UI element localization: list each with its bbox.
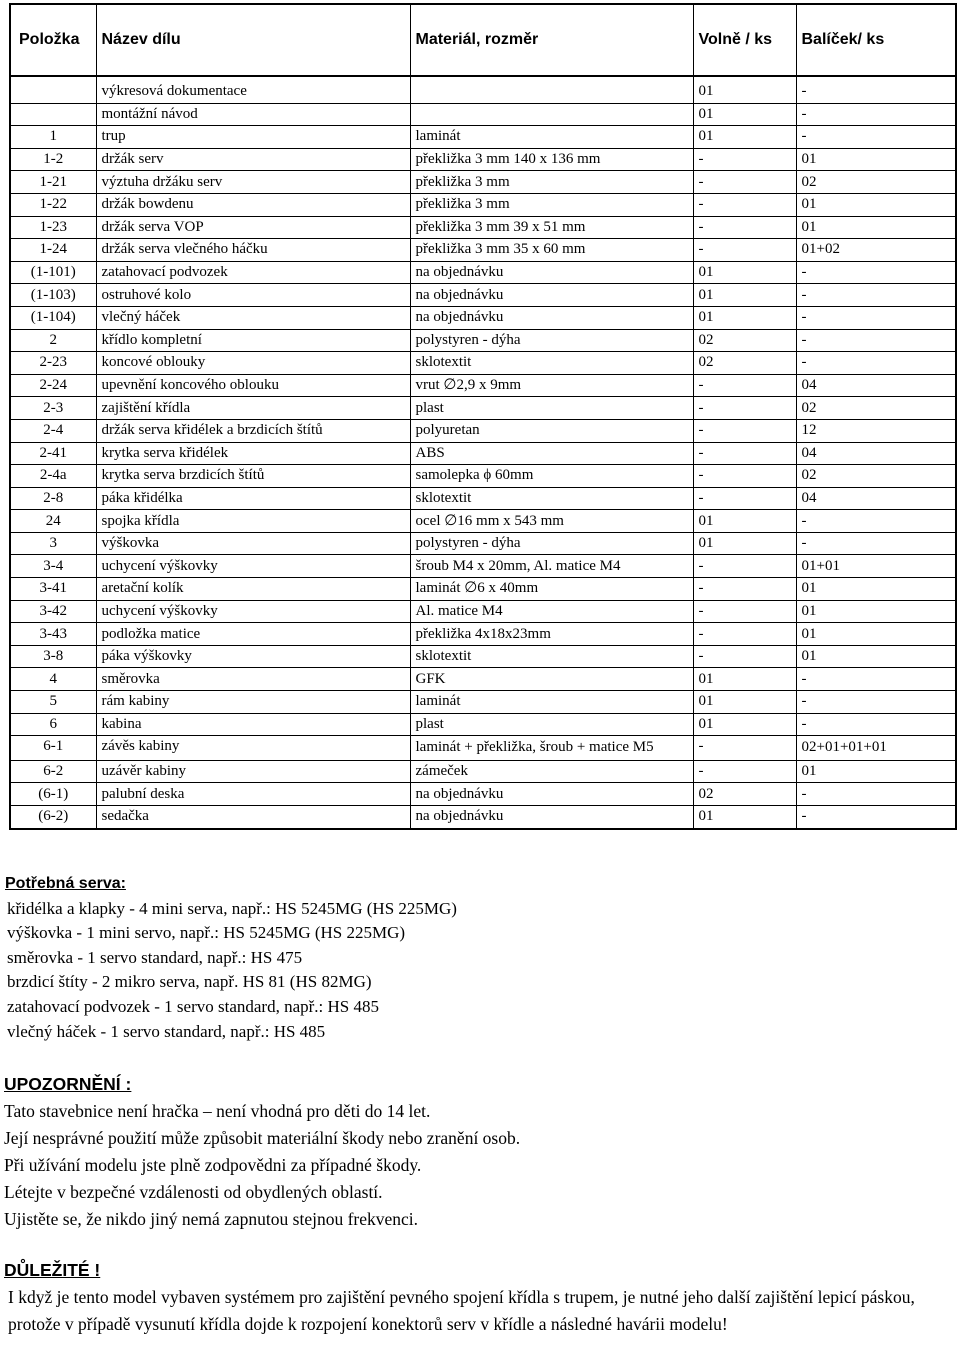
package-qty-cell: 01: [796, 645, 956, 668]
parts-table: [9, 3, 957, 830]
material-cell: překližka 3 mm 140 x 136 mm: [410, 148, 693, 171]
loose-qty-cell: 01: [693, 510, 796, 533]
item-cell: 1-21: [10, 171, 96, 194]
item-cell: 3-43: [10, 623, 96, 646]
servo-list-item: vlečný háček - 1 servo standard, např.: HS 485: [7, 1021, 326, 1041]
table-row: [10, 783, 956, 806]
part-name-cell: trup: [96, 126, 410, 149]
package-qty-cell: 01: [796, 193, 956, 216]
item-cell: [10, 103, 96, 126]
package-qty-cell: 01: [796, 148, 956, 171]
table-row: [10, 713, 956, 736]
important-title: DŮLEŽITÉ !: [4, 1260, 101, 1280]
material-cell: překližka 3 mm: [410, 171, 693, 194]
item-cell: 1-23: [10, 216, 96, 239]
material-cell: na objednávku: [410, 284, 693, 307]
package-qty-cell: 01+02: [796, 239, 956, 262]
loose-qty-cell: -: [693, 397, 796, 420]
header-material: Materiál, rozměr: [410, 4, 693, 76]
loose-qty-cell: 01: [693, 103, 796, 126]
loose-qty-cell: -: [693, 623, 796, 646]
required-servos-section: [5, 872, 457, 1044]
package-qty-cell: -: [796, 806, 956, 829]
item-cell: 6: [10, 713, 96, 736]
header-part-name: Název dílu: [96, 4, 410, 76]
package-qty-cell: 02+01+01+01: [796, 736, 956, 761]
table-row: [10, 600, 956, 623]
part-name-cell: uzávěr kabiny: [96, 760, 410, 783]
material-cell: na objednávku: [410, 306, 693, 329]
part-name-cell: kabina: [96, 713, 410, 736]
package-qty-cell: -: [796, 329, 956, 352]
part-name-cell: držák serva vlečného háčku: [96, 239, 410, 262]
table-row: [10, 442, 956, 465]
header-package-qty: Balíček/ ks: [796, 4, 956, 76]
package-qty-cell: -: [796, 668, 956, 691]
part-name-cell: aretační kolík: [96, 578, 410, 601]
material-cell: laminát: [410, 126, 693, 149]
item-cell: [10, 76, 96, 103]
table-row: [10, 306, 956, 329]
table-row: [10, 555, 956, 578]
package-qty-cell: 01: [796, 600, 956, 623]
item-cell: (1-101): [10, 261, 96, 284]
loose-qty-cell: -: [693, 171, 796, 194]
table-row: [10, 578, 956, 601]
material-cell: vrut ∅2,9 x 9mm: [410, 374, 693, 397]
loose-qty-cell: 01: [693, 76, 796, 103]
material-cell: plast: [410, 397, 693, 420]
package-qty-cell: 12: [796, 419, 956, 442]
servo-list-item: brzdicí štíty - 2 mikro serva, např. HS 81 (HS 82MG): [7, 972, 372, 992]
material-cell: laminát: [410, 691, 693, 714]
package-qty-cell: 01: [796, 760, 956, 783]
package-qty-cell: 01: [796, 216, 956, 239]
loose-qty-cell: 01: [693, 261, 796, 284]
table-row: [10, 193, 956, 216]
item-cell: 1-24: [10, 239, 96, 262]
package-qty-cell: -: [796, 510, 956, 533]
table-row: [10, 261, 956, 284]
item-cell: 6-2: [10, 760, 96, 783]
loose-qty-cell: -: [693, 419, 796, 442]
part-name-cell: směrovka: [96, 668, 410, 691]
part-name-cell: zatahovací podvozek: [96, 261, 410, 284]
servo-list-item: křidélka a klapky - 4 mini serva, např.: HS 5245MG (HS 225MG): [7, 898, 457, 918]
material-cell: překližka 3 mm: [410, 193, 693, 216]
item-cell: 2-4: [10, 419, 96, 442]
package-qty-cell: 04: [796, 487, 956, 510]
package-qty-cell: -: [796, 306, 956, 329]
loose-qty-cell: -: [693, 760, 796, 783]
warning-line: Při užívání modelu jste plně zodpovědni za případné škody.: [4, 1155, 422, 1175]
table-row: [10, 352, 956, 375]
item-cell: 2-3: [10, 397, 96, 420]
package-qty-cell: 02: [796, 465, 956, 488]
item-cell: 2: [10, 329, 96, 352]
item-cell: 1-2: [10, 148, 96, 171]
item-cell: (1-104): [10, 306, 96, 329]
part-name-cell: palubní deska: [96, 783, 410, 806]
package-qty-cell: -: [796, 713, 956, 736]
part-name-cell: sedačka: [96, 806, 410, 829]
important-section: [4, 1257, 956, 1338]
part-name-cell: držák serv: [96, 148, 410, 171]
loose-qty-cell: 01: [693, 691, 796, 714]
item-cell: 24: [10, 510, 96, 533]
material-cell: laminát ∅6 x 40mm: [410, 578, 693, 601]
package-qty-cell: 01: [796, 623, 956, 646]
loose-qty-cell: -: [693, 487, 796, 510]
table-row: [10, 645, 956, 668]
item-cell: (1-103): [10, 284, 96, 307]
material-cell: ocel ∅16 mm x 543 mm: [410, 510, 693, 533]
table-row: [10, 465, 956, 488]
loose-qty-cell: -: [693, 193, 796, 216]
material-cell: [410, 103, 693, 126]
package-qty-cell: -: [796, 261, 956, 284]
servo-list-item: směrovka - 1 servo standard, např.: HS 475: [7, 947, 303, 967]
item-cell: (6-1): [10, 783, 96, 806]
table-row: [10, 239, 956, 262]
material-cell: sklotextit: [410, 352, 693, 375]
loose-qty-cell: 01: [693, 532, 796, 555]
loose-qty-cell: -: [693, 555, 796, 578]
required-servos-title: Potřebná serva:: [5, 875, 126, 892]
item-cell: 6-1: [10, 736, 96, 761]
table-row: [10, 510, 956, 533]
material-cell: na objednávku: [410, 806, 693, 829]
part-name-cell: ostruhové kolo: [96, 284, 410, 307]
part-name-cell: výztuha držáku serv: [96, 171, 410, 194]
package-qty-cell: 04: [796, 374, 956, 397]
table-row: [10, 806, 956, 829]
item-cell: (6-2): [10, 806, 96, 829]
package-qty-cell: -: [796, 103, 956, 126]
part-name-cell: montážní návod: [96, 103, 410, 126]
material-cell: plast: [410, 713, 693, 736]
material-cell: [410, 76, 693, 103]
material-cell: sklotextit: [410, 645, 693, 668]
loose-qty-cell: -: [693, 600, 796, 623]
loose-qty-cell: 02: [693, 783, 796, 806]
table-row: [10, 397, 956, 420]
loose-qty-cell: 02: [693, 329, 796, 352]
header-loose-qty: Volně / ks: [693, 4, 796, 76]
item-cell: 3-41: [10, 578, 96, 601]
table-row: [10, 284, 956, 307]
package-qty-cell: 04: [796, 442, 956, 465]
item-cell: 4: [10, 668, 96, 691]
loose-qty-cell: -: [693, 645, 796, 668]
loose-qty-cell: 01: [693, 806, 796, 829]
package-qty-cell: -: [796, 284, 956, 307]
part-name-cell: spojka křídla: [96, 510, 410, 533]
loose-qty-cell: -: [693, 465, 796, 488]
material-cell: na objednávku: [410, 261, 693, 284]
material-cell: ABS: [410, 442, 693, 465]
part-name-cell: páka křidélka: [96, 487, 410, 510]
table-row: [10, 623, 956, 646]
loose-qty-cell: -: [693, 239, 796, 262]
part-name-cell: upevnění koncového oblouku: [96, 374, 410, 397]
part-name-cell: křídlo kompletní: [96, 329, 410, 352]
material-cell: polyuretan: [410, 419, 693, 442]
loose-qty-cell: -: [693, 374, 796, 397]
part-name-cell: výkresová dokumentace: [96, 76, 410, 103]
material-cell: překližka 3 mm 35 x 60 mm: [410, 239, 693, 262]
item-cell: 5: [10, 691, 96, 714]
material-cell: zámeček: [410, 760, 693, 783]
table-row: [10, 532, 956, 555]
part-name-cell: koncové oblouky: [96, 352, 410, 375]
part-name-cell: vlečný háček: [96, 306, 410, 329]
material-cell: šroub M4 x 20mm, Al. matice M4: [410, 555, 693, 578]
table-row: [10, 103, 956, 126]
servo-list: [5, 897, 457, 1045]
package-qty-cell: -: [796, 783, 956, 806]
table-header-row: [10, 4, 956, 76]
part-name-cell: rám kabiny: [96, 691, 410, 714]
package-qty-cell: 01: [796, 578, 956, 601]
table-row: [10, 760, 956, 783]
loose-qty-cell: 01: [693, 668, 796, 691]
material-cell: sklotextit: [410, 487, 693, 510]
material-cell: polystyren - dýha: [410, 329, 693, 352]
important-text: I když je tento model vybaven systémem pro zajištění pevného spojení křídla s trupem, je nutné jeho další zajištění lepicí páskou, protože v případě vysunutí křídla dojde k rozpojení konektorů serv v křídle a následné havárii modelu!: [8, 1287, 915, 1334]
item-cell: 3: [10, 532, 96, 555]
table-row: [10, 171, 956, 194]
item-cell: 2-41: [10, 442, 96, 465]
material-cell: překližka 3 mm 39 x 51 mm: [410, 216, 693, 239]
table-row: [10, 126, 956, 149]
part-name-cell: podložka matice: [96, 623, 410, 646]
table-row: [10, 374, 956, 397]
item-cell: 3-42: [10, 600, 96, 623]
table-body: [10, 76, 956, 829]
table-row: [10, 216, 956, 239]
warning-line: Její nesprávné použití může způsobit materiální škody nebo zranění osob.: [4, 1128, 521, 1148]
material-cell: polystyren - dýha: [410, 532, 693, 555]
item-cell: 2-8: [10, 487, 96, 510]
item-cell: 1-22: [10, 193, 96, 216]
warning-section: [4, 1071, 520, 1233]
loose-qty-cell: -: [693, 442, 796, 465]
table-row: [10, 736, 956, 761]
material-cell: Al. matice M4: [410, 600, 693, 623]
table-row: [10, 76, 956, 103]
package-qty-cell: -: [796, 691, 956, 714]
item-cell: 3-4: [10, 555, 96, 578]
warning-line: Ujistěte se, že nikdo jiný nemá zapnutou stejnou frekvenci.: [4, 1209, 419, 1229]
table-row: [10, 668, 956, 691]
item-cell: 2-4a: [10, 465, 96, 488]
loose-qty-cell: 01: [693, 713, 796, 736]
loose-qty-cell: 01: [693, 284, 796, 307]
package-qty-cell: 01+01: [796, 555, 956, 578]
part-name-cell: závěs kabiny: [96, 736, 410, 761]
part-name-cell: zajištění křídla: [96, 397, 410, 420]
item-cell: 1: [10, 126, 96, 149]
part-name-cell: držák serva VOP: [96, 216, 410, 239]
material-cell: samolepka ϕ 60mm: [410, 465, 693, 488]
material-cell: GFK: [410, 668, 693, 691]
loose-qty-cell: -: [693, 148, 796, 171]
table-row: [10, 487, 956, 510]
item-cell: 3-8: [10, 645, 96, 668]
table-row: [10, 329, 956, 352]
loose-qty-cell: 01: [693, 306, 796, 329]
part-name-cell: krytka serva brzdicích štítů: [96, 465, 410, 488]
material-cell: laminát + překližka, šroub + matice M5: [410, 736, 693, 761]
package-qty-cell: -: [796, 532, 956, 555]
loose-qty-cell: -: [693, 578, 796, 601]
warning-line: Létejte v bezpečné vzdálenosti od obydlených oblastí.: [4, 1182, 383, 1202]
header-item: Položka: [10, 4, 96, 76]
servo-list-item: výškovka - 1 mini servo, např.: HS 5245MG (HS 225MG): [7, 923, 406, 943]
item-cell: 2-23: [10, 352, 96, 375]
package-qty-cell: -: [796, 126, 956, 149]
servo-list-item: zatahovací podvozek - 1 servo standard, např.: HS 485: [7, 996, 379, 1016]
table-row: [10, 148, 956, 171]
loose-qty-cell: -: [693, 216, 796, 239]
warning-list: [4, 1098, 520, 1233]
part-name-cell: držák serva křidélek a brzdicích štítů: [96, 419, 410, 442]
loose-qty-cell: 02: [693, 352, 796, 375]
package-qty-cell: 02: [796, 171, 956, 194]
part-name-cell: páka výškovky: [96, 645, 410, 668]
part-name-cell: uchycení výškovky: [96, 600, 410, 623]
package-qty-cell: -: [796, 76, 956, 103]
table-row: [10, 419, 956, 442]
part-name-cell: výškovka: [96, 532, 410, 555]
part-name-cell: uchycení výškovky: [96, 555, 410, 578]
loose-qty-cell: 01: [693, 126, 796, 149]
material-cell: překližka 4x18x23mm: [410, 623, 693, 646]
item-cell: 2-24: [10, 374, 96, 397]
package-qty-cell: -: [796, 352, 956, 375]
warning-title: UPOZORNĚNÍ :: [4, 1074, 132, 1094]
part-name-cell: krytka serva křidélek: [96, 442, 410, 465]
package-qty-cell: 02: [796, 397, 956, 420]
material-cell: na objednávku: [410, 783, 693, 806]
part-name-cell: držák bowdenu: [96, 193, 410, 216]
table-row: [10, 691, 956, 714]
loose-qty-cell: -: [693, 736, 796, 761]
warning-line: Tato stavebnice není hračka – není vhodná pro děti do 14 let.: [4, 1101, 431, 1121]
